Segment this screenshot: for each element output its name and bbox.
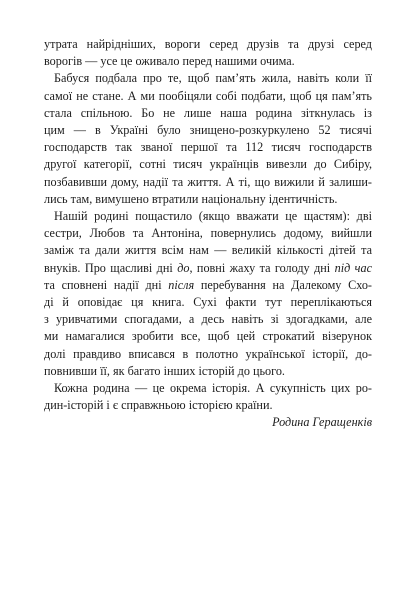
text-line: утрата найрідніших, вороги серед друзів та друзі серед <box>44 37 372 51</box>
text-line: другої категорії, сотні тисяч українців вивезли до Сибіру, <box>44 157 372 172</box>
text-line: стала спільною. Бо не лише наша родина зіткнулась із <box>44 105 372 120</box>
text-line: дин-історій і є справжньою історією країни. <box>44 398 273 413</box>
paragraph <box>44 208 372 380</box>
text-line: з уривчатими спогадами, а десь навіть зі здогадками, але <box>44 312 372 327</box>
paragraph <box>44 70 372 208</box>
text-line: самої не стане. А ми пообіцяли собі подбати, щоб ця пам’ять <box>44 88 372 103</box>
text-line: лись там, вимушено втратили національну ідентичність. <box>44 191 338 206</box>
text-line: ді й оповідає ця книга. Сухі факти тут переплікаються <box>44 295 372 310</box>
text-line: Нашій родині пощастило (якщо вважати це щастям): дві <box>54 209 372 224</box>
text-line: Бабуся подбала про те, щоб пам’ять жила, навіть коли її <box>54 71 372 86</box>
paragraph <box>44 36 372 70</box>
text-line: повнивши її, як багато інших історій до цього. <box>44 363 285 378</box>
text-line: Кожна родина — це окрема історія. А сукупність цих ро- <box>54 381 372 396</box>
text-line: та сповнені надії дні після перебування на Далекому Схо- <box>44 277 372 292</box>
text-line: позбавивши дому, надії та життя. А ті, що вижили й залиши- <box>44 174 372 189</box>
text-line: цим — в Україні було знищено-розкуркулено 52 тисячі <box>44 123 372 138</box>
text-line: долі правдиво вписався в полотно української історії, до- <box>44 346 372 361</box>
text-line: господарств так званої першої та 112 тисяч господарств <box>44 140 372 155</box>
text-line: ми намагалися зробити все, щоб цей строкатий візерунок <box>44 329 372 344</box>
text-line: заміж та дали життя всім нам — великій кількості дітей та <box>44 243 372 258</box>
body-text <box>44 36 372 432</box>
text-line: внуків. Про щасливі дні до, повні жаху та голоду дні під час <box>44 260 372 275</box>
paragraph <box>44 380 372 414</box>
text-line: ворогів — усе це оживало перед нашими очима. <box>44 54 295 69</box>
text-line: сестри, Любов та Антоніна, повернулись додому, вийшли <box>44 226 372 241</box>
signature: Родина Геращенків <box>272 415 372 430</box>
